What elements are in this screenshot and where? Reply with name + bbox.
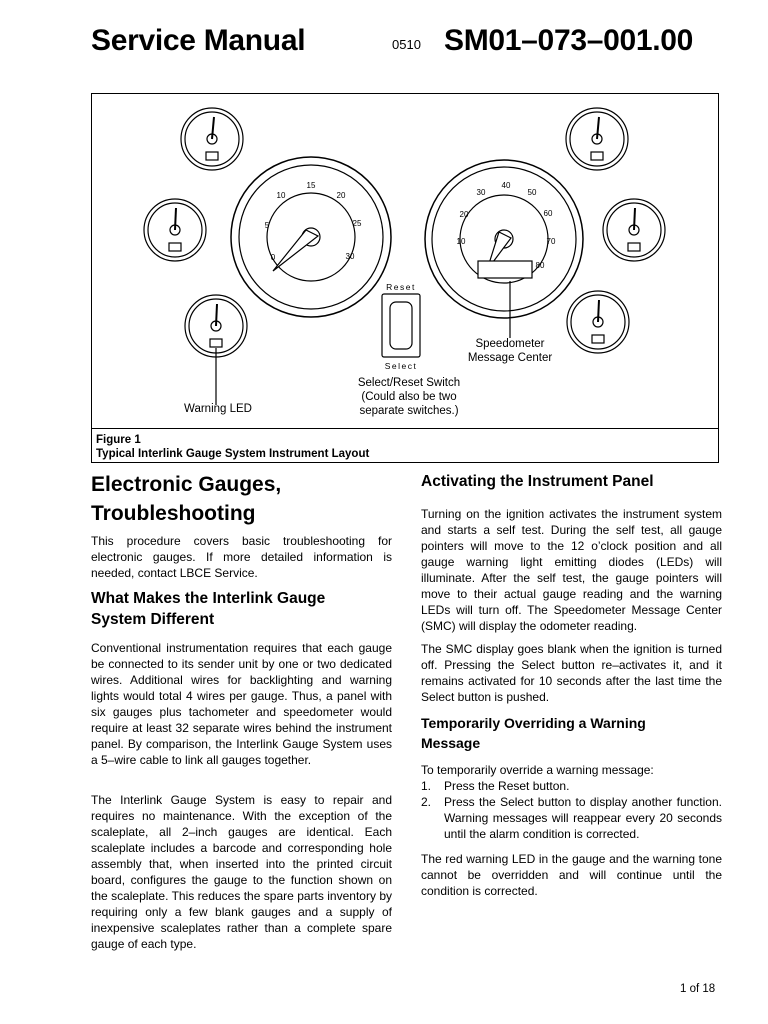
subsection-heading: What Makes the Interlink Gauge System Different [91, 590, 326, 628]
speedo-tick-label: 10 [456, 237, 466, 246]
paragraph: Turning on the ignition activates the instrument system and starts a self test. During the self test, all gauge pointers will move to the 12 o’clock position and all gauge warning light emitting diodes (LEDs) will illuminate. After the self test, the gauge pointers will move to their actual gauge reading and the warning LEDs will turn off. The Speedometer Message Center (SMC) will display the odometer reading. [421, 507, 722, 633]
tach-tick-label: 15 [306, 181, 316, 190]
tach-tick-label: 25 [352, 219, 362, 228]
paragraph: The red warning LED in the gauge and the warning tone cannot be overridden and will continue until the condition is corrected. [421, 852, 722, 898]
small-gauge-top-right [566, 108, 628, 170]
tach-tick-label: 10 [276, 191, 286, 200]
speedo-tick-label: 30 [476, 188, 486, 197]
smc-display [478, 261, 532, 278]
paragraph: Conventional instrumentation requires that each gauge be connected to its sender unit by one or two dedicated wires. Additional wires for backlighting and warning lights would total 4 wires per gauge. Thus, a panel with six gauges plus tachometer and speedometer would require at least 32 separate wires behind the instrument panel. By comparison, the Interlink Gauge System uses a 5–wire cable to link all gauges together. [91, 641, 392, 767]
small-gauge-top-left [181, 108, 243, 170]
warning-led-label: Warning LED [184, 403, 252, 415]
paragraph: The SMC display goes blank when the ignition is turned off. Pressing the Select button re–activates it, and it remains activated for 10 seconds after the last time the Select button is pushed. [421, 642, 722, 704]
reset-label: Reset [386, 282, 416, 292]
caption-divider [92, 428, 718, 429]
speedo-tick-label: 20 [459, 210, 469, 219]
page-number: 1 of 18 [680, 983, 716, 995]
document-number: SM01–073–001.00 [444, 24, 694, 57]
speedo-tick-label: 40 [501, 181, 511, 190]
date-code: 0510 [392, 37, 421, 52]
instrument-layout-figure [91, 93, 719, 463]
select-reset-switch-label: Select/Reset Switch (Could also be two separate switches.) [357, 377, 461, 417]
tach-tick-label: 5 [264, 221, 270, 230]
small-gauge-bottom-right [567, 291, 629, 353]
tach-tick-label: 0 [270, 253, 276, 262]
tach-tick-label: 20 [336, 191, 346, 200]
intro-paragraph: This procedure covers basic troubleshooting for electronic gauges. If more detailed information is needed, contact LBCE Service. [91, 534, 392, 580]
figure-caption: Figure 1 Typical Interlink Gauge System Instrument Layout [96, 434, 370, 460]
select-reset-switch [382, 294, 420, 357]
section-heading: Electronic Gauges, Troubleshooting [91, 473, 282, 525]
tach-tick-label: 30 [345, 252, 355, 261]
paragraph: The Interlink Gauge System is easy to repair and requires no maintenance. With the exception of the scaleplate, all 2–inch gauges are identical. Each scaleplate includes a barcode and corresponding hole assembly that, when inserted into the printed circuit board, configures the gauge to the function shown on the scaleplate. This reduces the spare parts inventory by requiring only a few blank gauges and a supply of inexpensive scaleplates rather than a complete spare gauge of each type. [91, 793, 392, 951]
speedo-tick-label: 60 [543, 209, 553, 218]
small-gauge-bottom-left [185, 295, 247, 357]
paragraph: To temporarily override a warning message: [421, 763, 654, 777]
speedo-tick-label: 50 [527, 188, 537, 197]
speedo-tick-label: 70 [546, 237, 556, 246]
small-gauge-mid-left [144, 199, 206, 261]
manual-title: Service Manual [91, 24, 306, 57]
subsection-heading: Activating the Instrument Panel [421, 473, 654, 490]
select-label: Select [384, 361, 418, 371]
small-gauge-mid-right [603, 199, 665, 261]
speedo-tick-label: 80 [535, 261, 545, 270]
subsection-heading: Temporarily Overriding a Warning Message [421, 715, 646, 751]
list-item: 2. Press the Select button to display another function. Warning messages will reappear every 20 seconds until the alarm condition is corrected. [421, 795, 722, 841]
list-item: 1. Press the Reset button. [421, 779, 570, 793]
smc-label: Speedometer Message Center [467, 338, 553, 364]
